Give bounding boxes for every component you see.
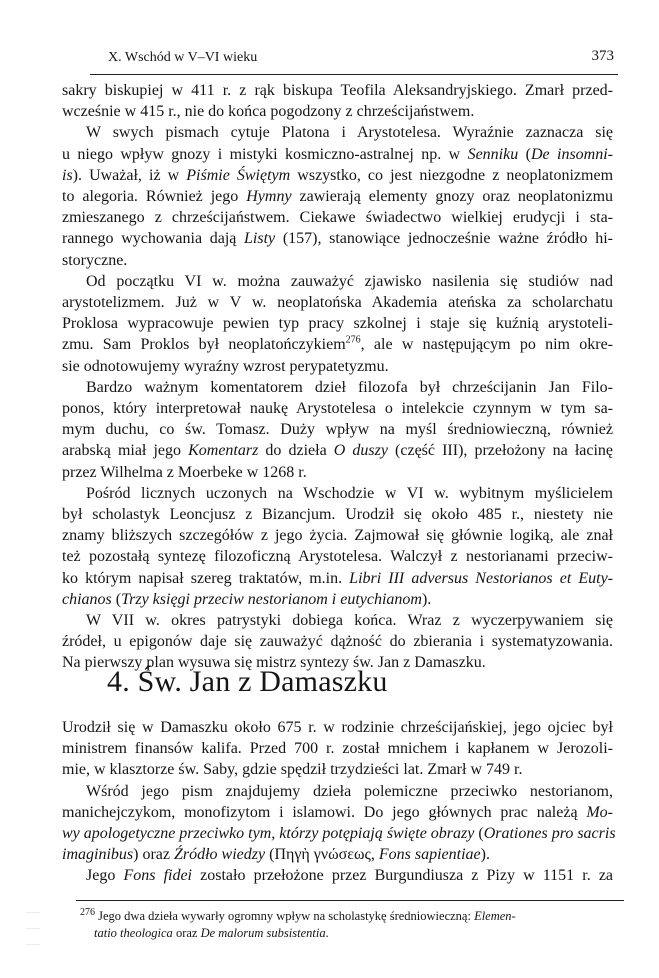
paragraph-works: [62, 781, 616, 866]
text-line: sie odnotowujemy wyraźny wzrost perypatetyzmu.: [62, 357, 389, 375]
title-de-malorum: De malorum subsistentia: [200, 926, 326, 940]
text-line: W swych pismach cytuje Platona i Arystotelesa. Wyraźnie zaznacza się: [86, 124, 613, 142]
text-line: wcześnie w 415 r., nie do końca pogodzony z chrześcijaństwem.: [62, 103, 475, 121]
paragraph-biography: [62, 717, 613, 781]
section-heading: 4. Św. Jan z Damaszku: [107, 665, 388, 698]
text-line: wy apologetyczne przeciwko tym, którzy potępiają święte obrazy (Orationes pro sacris: [62, 825, 616, 842]
title-komentarz: Komentarz: [188, 442, 259, 460]
text-line: to alegoria. Również jego Hymny zawierają elementy gnozy oraz neoplatonizmu: [62, 188, 614, 205]
title-listy: Listy: [244, 230, 276, 248]
text-line: chianos (Trzy księgi przeciw nestorianom i eutychianom).: [62, 590, 432, 608]
footnote-divider: [76, 900, 624, 901]
title-fons-sapientiae: Fons sapientiae: [378, 846, 481, 864]
text-line: is). Uważał, iż w Piśmie Świętym wszystko, co jest niezgodne z neoplatonizmem: [62, 166, 614, 184]
title-elementatio: tatio theologica: [94, 926, 173, 940]
text-line: sakry biskupiej w 411 r. z rąk biskupa Teofila Aleksandryjskiego. Zmarł przed-: [62, 82, 613, 99]
text-line: mym duchu, co św. Tomasz. Duży wpływ na myśl średniowieczną, również: [62, 421, 613, 439]
text-line: arystotelizmem. Już w V w. neoplatońska Akademia ateńska za scholarchatu: [62, 294, 613, 311]
text-line: W VII w. okres patrystyki dobiega końca. Wraz z wyczerpywaniem się: [86, 612, 613, 629]
text-line: u niego wpływ gnozy i mistyki kosmiczno-astralnej np. w Senniku (De insomni-: [62, 145, 613, 163]
title-libri-iii: Libri III adversus Nestorianos et Euty-: [349, 569, 614, 587]
scan-artifact: [26, 912, 40, 913]
text-line: Pośród licznych uczonych na Wschodzie w VI w. wybitnym myślicielem: [86, 484, 613, 502]
text-line: Jego Fons fidei zostało przełożone przez Burgundiusza z Pizy w 1151 r. za: [86, 867, 614, 885]
text-line: arabską miał jego Komentarz do dzieła O duszy (część III), przełożony na łacinę: [62, 442, 614, 460]
paragraph-philoponos: [62, 377, 613, 483]
text-line: Bardzo ważnym komentatorem dzieł filozofa był chrześcijanin Jan Filo-: [86, 378, 613, 396]
text-line: ponos, który interpretował naukę Arystotelesa o intelekcie czynnym w tym sa-: [62, 400, 613, 417]
text-line: był scholastyk Leoncjusz z Bizancjum. Urodził się około 485 r., niestety nie: [62, 506, 613, 523]
footnote-line: $^{276}$ Jego dwa dzieła wywarły ogromny wpływ na scholastykę średniowieczną: Elemen-: [80, 906, 516, 923]
paragraph-leoncjusz: [62, 483, 613, 610]
text-line: też pozostałą syntezę filozoficzną Arystotelesa. Walczył z nestorianami przeciw-: [62, 548, 613, 566]
text-line: storyczne.: [62, 251, 128, 269]
title-pismo-swiete: Piśmie Świętym: [186, 166, 291, 184]
text-line: Wśród jego pism znajdujemy dzieła polemiczne przeciwko nestorianom,: [86, 782, 613, 800]
title-mowy-apologetyczne: wy apologetyczne przeciwko tym, którzy potępiają święte obrazy: [62, 825, 475, 842]
title-orationes: Orationes pro sacris: [483, 825, 616, 842]
text-line: Na pierwszy plan wysuwa się mistrz syntezy św. Jan z Damaszku.: [62, 654, 486, 672]
text-line: ministrem finansów kalifa. Przed 700 r. został mnichem i kapłanem w Jerozoli-: [62, 740, 613, 758]
title-sennik: Senniku: [467, 145, 519, 163]
running-header: [90, 46, 618, 75]
title-fons-fidei: Fons fidei: [123, 867, 193, 885]
text-line: Proklosa wypracowuje pewien typ pracy szkolnej i staje się kuźnią arystoteli-: [62, 315, 613, 333]
title-o-duszy: O duszy: [333, 442, 388, 460]
text-line: zmieszanego z chrześcijaństwem. Ciekawe świadectwo wielkiej erudycji i sta-: [62, 209, 613, 227]
scan-artifact: [26, 944, 40, 945]
footnote-276: [80, 908, 616, 942]
text-line: zmu. Sam Proklos był neoplatończykiem$^{276}$, ale w następującym po nim okre-: [62, 335, 614, 354]
text-line: Od początku VI w. można zauważyć zjawisko nasilenia się studiów nad: [86, 272, 613, 290]
running-title: X. Wschód w V–VI wieku: [108, 50, 258, 65]
title-zrodlo-wiedzy: Źródło wiedzy: [173, 846, 266, 864]
text-line: mie, w klasztorze św. Saby, gdzie spędził trzydzieści lat. Zmarł w 749 r.: [62, 761, 523, 779]
text-line: Urodził się w Damaszku około 675 r. w rodzinie chrześcijańskiej, jego ojciec był: [62, 719, 613, 736]
title-hymny: Hymny: [246, 188, 292, 205]
page-number: 373: [591, 48, 614, 64]
text-line: źródeł, u epigonów daje się zauważyć dążność do zbierania i systematyzowania.: [62, 633, 613, 651]
text-line: rannego wychowania dają Listy (157), stanowiące jednocześnie ważne źródło hi-: [62, 230, 613, 248]
text-line: imaginibus) oraz Źródło wiedzy (Πηγὴ γνώσεως, Fons sapientiae).: [62, 846, 490, 864]
footnote-line: tatio theologica oraz De malorum subsistentia.: [94, 926, 329, 940]
scan-artifact: [26, 928, 40, 929]
paragraph-synesios-writings: [62, 122, 613, 270]
text-line: ko którym napisał szereg traktatów, m.in. Libri III adversus Nestorianos et Euty-: [62, 569, 614, 587]
paragraph-aristotelianism: [62, 271, 613, 377]
title-trzy-ksiegi: Trzy księgi przeciw nestorianom i eutychianom: [121, 590, 422, 608]
text-line: przez Wilhelma z Moerbeke w 1268 r.: [62, 463, 307, 481]
paragraph-translation: [62, 865, 613, 886]
text-line: manichejczykom, monofizytom i islamowi. Do jego głównych prac należą Mo-: [62, 803, 613, 821]
text-line: znamy bliższych szczegółów z jego życia. Zajmował się głównie logiką, ale znał: [62, 527, 613, 545]
title-de-insomniis: De insomni-: [530, 145, 613, 163]
paragraph-continuation: [62, 80, 613, 122]
footnote-marker: 276: [80, 906, 95, 918]
footnote-reference[interactable]: 276: [345, 335, 361, 347]
